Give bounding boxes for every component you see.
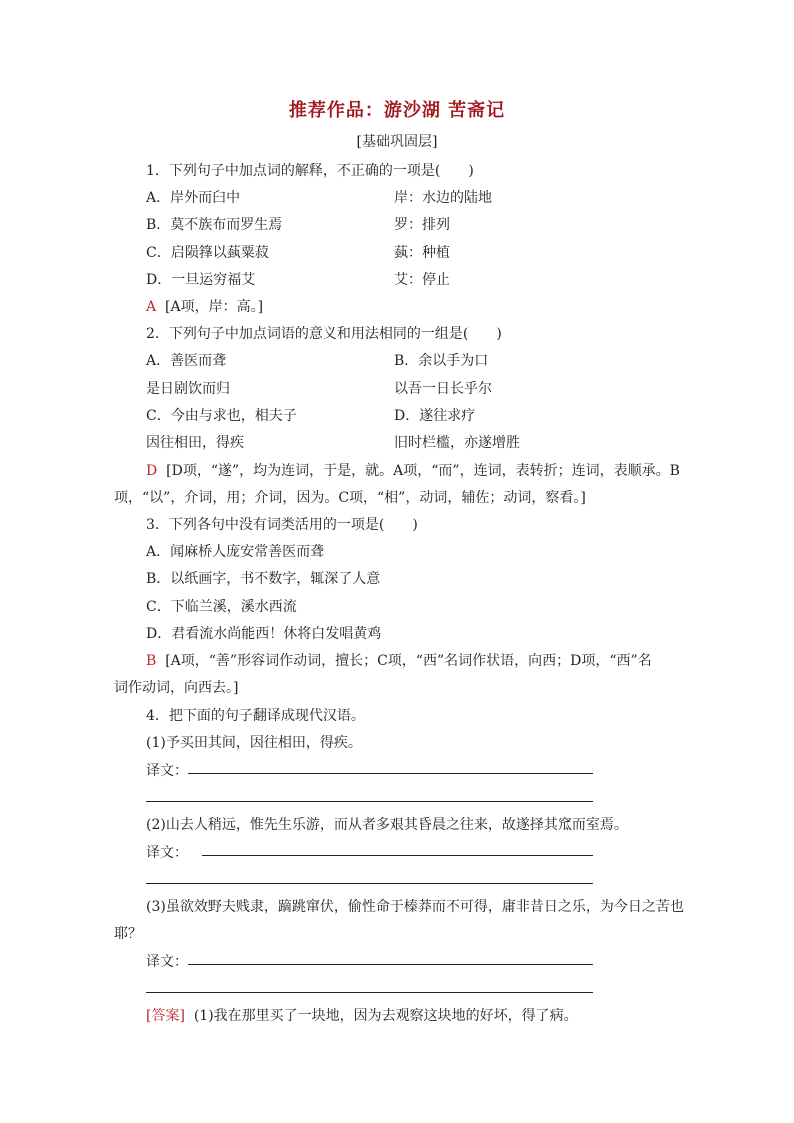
q2-pair-left: A．善医而聋	[146, 353, 227, 369]
translation-label-2: 译文：	[146, 845, 188, 861]
translation-blank-1b[interactable]	[146, 801, 593, 802]
q3-option-d: D．君看流水尚能西！休将白发唱黄鸡	[146, 626, 382, 642]
q2-pair-right: B．余以手为口	[394, 353, 489, 369]
q2-answer-line	[146, 460, 680, 480]
translation-label-1: 译文：	[146, 763, 188, 779]
q1-option-a: A．岸外而臼中	[146, 190, 241, 206]
q4-answer-text: (1)我在那里买了一块地，因为去观察这块地的好坏，得了病。	[193, 1008, 578, 1024]
q1-answer	[146, 296, 263, 316]
q1-note-c: 蓺：种植	[394, 245, 450, 261]
q2-pair-left: C．今由与求也，相夫子	[146, 408, 297, 424]
translation-blank-1[interactable]	[188, 773, 593, 774]
q3-option-c: C．下临兰溪，溪水西流	[146, 599, 297, 615]
q1-answer-text: [A项，岸：高。]	[165, 299, 264, 315]
q3-option-a: A．闻麻桥人庞安常善医而聋	[146, 544, 325, 560]
q2-pair-right: D．遂往求疗	[394, 408, 476, 424]
page-title: 推荐作品：游沙湖 苦斋记	[288, 100, 506, 121]
q2-answer-text: [D项，“遂”，均为连词，于是，就。A项，“而”，连词，表转折；连词，表顺承。B	[166, 463, 680, 479]
translation-label-3: 译文：	[146, 954, 188, 970]
q1-option-c: C．启陨箨以蓺粟菽	[146, 245, 269, 261]
q3-answer-text: [A项，“善”形容词作动词，擅长；C项，“西”名词作状语，向西；D项，“西”名	[165, 653, 652, 669]
translation-blank-3[interactable]	[188, 964, 593, 965]
q3-option-b: B．以纸画字，书不数字，辄深了人意	[146, 571, 381, 587]
q1-note-a: 岸：水边的陆地	[394, 190, 492, 206]
q4-stem: 4．把下面的句子翻译成现代汉语。	[146, 708, 365, 724]
q3-answer-letter: B	[146, 653, 157, 669]
q1-note-d: 艾：停止	[394, 272, 450, 288]
q4-answer	[146, 1005, 578, 1025]
q3-answer-continuation: 词作动词，向西去。]	[114, 680, 239, 696]
q2-pair-right: 以吾一日长乎尔	[394, 381, 492, 397]
translation-blank-2[interactable]	[202, 855, 593, 856]
q4-item-1: (1)予买田其间，因往相田，得疾。	[146, 735, 362, 751]
q1-note-b: 罗：排列	[394, 217, 450, 233]
q1-stem: 1．下列句子中加点词的解释，不正确的一项是( )	[146, 163, 474, 179]
answer-tag: [答案]	[146, 1008, 185, 1024]
q2-stem: 2．下列句子中加点词语的意义和用法相同的一组是( )	[146, 326, 502, 342]
q2-pair-right: 旧时栏槛，亦遂增胜	[394, 435, 520, 451]
q2-answer-letter: D	[146, 463, 158, 479]
q1-option-d: D．一旦运穷福艾	[146, 272, 256, 288]
q3-answer-line	[146, 650, 652, 670]
q4-item-2: (2)山去人稍远，惟先生乐游，而从者多艰其昏晨之往来，故遂择其窊而室焉。	[146, 817, 628, 833]
section-heading: [基础巩固层]	[356, 134, 438, 150]
q2-pair-left: 是日剧饮而归	[146, 381, 230, 397]
q1-option-b: B．莫不族布而罗生焉	[146, 217, 283, 233]
translation-blank-3b[interactable]	[146, 992, 593, 993]
q3-stem: 3．下列各句中没有词类活用的一项是( )	[146, 517, 418, 533]
q4-item-3-continuation: 耶？	[114, 926, 142, 942]
q2-pair-left: 因往相田，得疾	[146, 435, 244, 451]
q1-answer-letter: A	[146, 299, 157, 315]
q2-answer-continuation: 项，“以”，介词，用；介词，因为。C项，“相”，动词，辅佐；动词，察看。]	[114, 490, 586, 506]
q4-item-3: (3)虽欲效野夫贱隶，蹢跳窜伏，偷性命于榛莽而不可得，庸非昔日之乐，为今日之苦也	[146, 899, 684, 915]
translation-blank-2b[interactable]	[146, 883, 593, 884]
